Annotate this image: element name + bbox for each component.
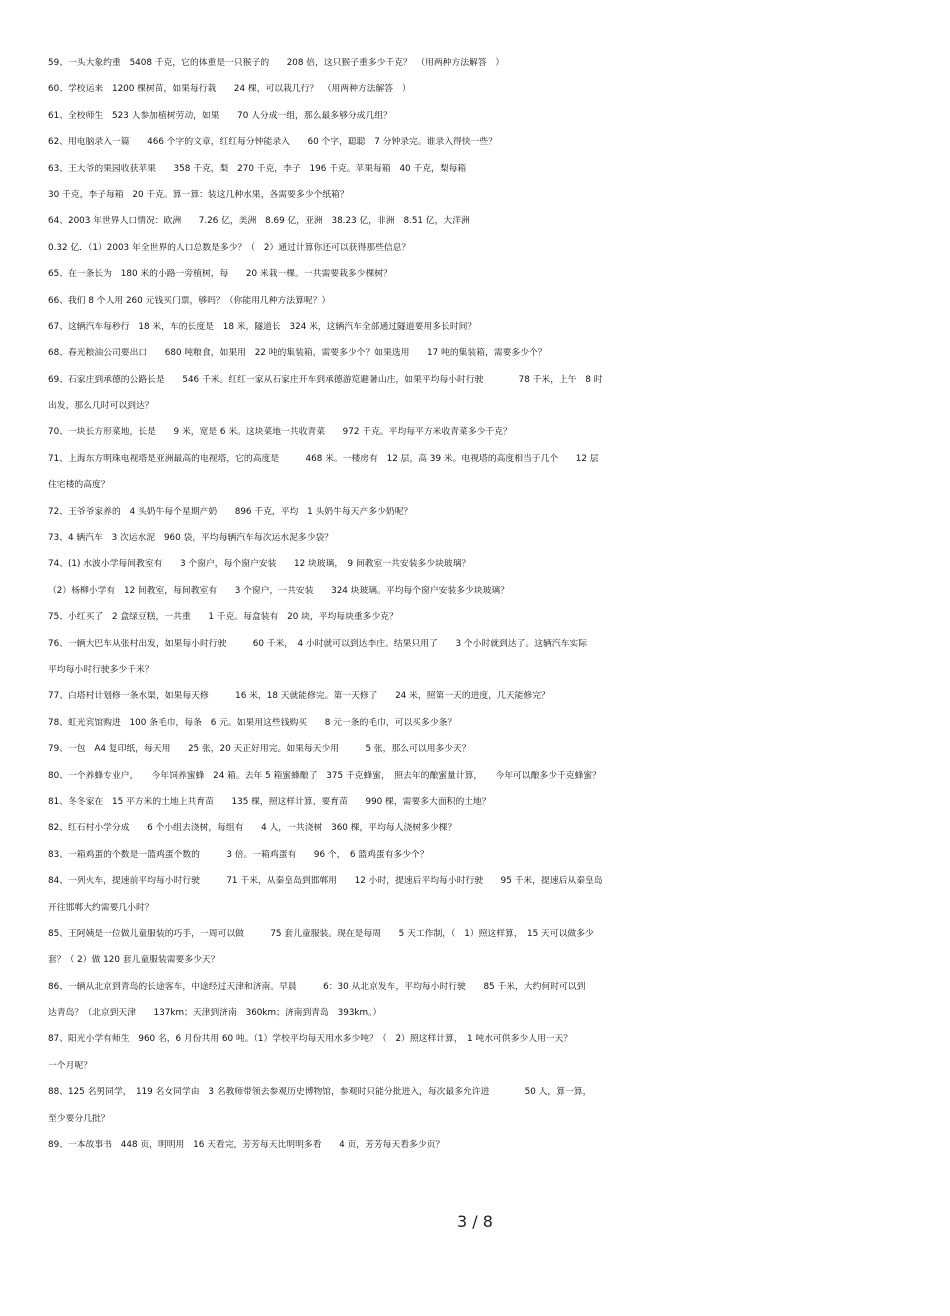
text-line: 80、一个养蜂专业户， 今年饲养蜜蜂 24 箱。去年 5 箱蜜蜂酿了 375 千克蜂蜜， 照去年的酿蜜量计算， 今年可以酿多少千克蜂蜜？ bbox=[48, 770, 601, 781]
text-line: 至少要分几批？ bbox=[48, 1113, 110, 1124]
text-line: 平均每小时行驶多少千米？ bbox=[48, 664, 154, 675]
text-line: 86、一辆从北京到青岛的长途客车，中途经过天津和济南。早晨 6：30 从北京发车，平均每小时行驶 85 千米，大约何时可以到 bbox=[48, 981, 586, 992]
text-line: 69、石家庄到承德的公路长是 546 千米。红红一家从石家庄开车到承德游览避暑山庄，如果平均每小时行驶 78 千米，上午 8 时 bbox=[48, 374, 603, 385]
text-line: 78、虹光宾馆购进 100 条毛巾，每条 6 元。如果用这些钱购买 8 元一条的毛巾，可以买多少条？ bbox=[48, 717, 457, 728]
text-line: 85、王阿姨是一位做儿童服装的巧手，一周可以做 75 套儿童服装。现在是每周 5 天工作制，（ 1）照这样算， 15 天可以做多少 bbox=[48, 928, 594, 939]
text-line: 60、学校运来 1200 棵树苗，如果每行栽 24 棵，可以栽几行？ （用两种方法解答 ） bbox=[48, 84, 411, 95]
problem-list bbox=[48, 50, 908, 1158]
text-line: 70、一块长方形菜地，长是 9 米，宽是 6 米。这块菜地一共收青菜 972 千克。平均每平方米收青菜多少千克？ bbox=[48, 427, 512, 438]
text-line: 74、(1) 水波小学每间教室有 3 个窗户，每个窗户安装 12 块玻璃， 9 间教室一共安装多少块玻璃？ bbox=[48, 559, 471, 570]
text-line: 一个月呢？ bbox=[48, 1060, 92, 1071]
text-line: 开往邯郸大约需要几小时？ bbox=[48, 902, 154, 913]
text-line: 75、小红买了 2 盒绿豆糕，一共重 1 千克。每盒装有 20 块，平均每块重多少克？ bbox=[48, 612, 398, 623]
text-line: 出发，那么几时可以到达？ bbox=[48, 401, 154, 412]
text-line: 住宅楼的高度？ bbox=[48, 480, 110, 491]
text-line: 71、上海东方明珠电视塔是亚洲最高的电视塔，它的高度是 468 米。一楼房有 12 层，高 39 米。电视塔的高度相当于几个 12 层 bbox=[48, 453, 599, 464]
text-line: 84、一列火车，提速前平均每小时行驶 71 千米，从秦皇岛到邯郸用 12 小时，提速后平均每小时行驶 95 千米，提速后从秦皇岛 bbox=[48, 876, 603, 887]
text-line: 81、冬冬家在 15 平方米的土地上共育苗 135 棵，照这样计算，要育苗 990 棵，需要多大面积的土地？ bbox=[48, 796, 491, 807]
text-line: 88、125 名男同学， 119 名女同学由 3 名教师带领去参观历史博物馆，参观时只能分批进入，每次最多允许进 50 人，算一算， bbox=[48, 1087, 592, 1098]
text-line: 61、全校师生 523 人参加植树劳动，如果 70 人分成一组，那么最多够分成几组？ bbox=[48, 110, 392, 121]
text-line: 82、红石村小学分成 6 个小组去浇树，每组有 4 人，一共浇树 360 棵，平均每人浇树多少棵？ bbox=[48, 823, 457, 834]
text-line: （2）杨柳小学有 12 间教室，每间教室有 3 个窗户，一共安装 324 块玻璃。平均每个窗户安装多少块玻璃？ bbox=[48, 585, 510, 596]
text-line: 79、一包 A4 复印纸，每天用 25 张，20 天正好用完。如果每天少用 5 张，那么可以用多少天？ bbox=[48, 744, 471, 755]
text-line: 72、王爷爷家养的 4 头奶牛每个星期产奶 896 千克，平均 1 头奶牛每天产多少奶呢？ bbox=[48, 506, 413, 517]
text-line: 套？（ 2）做 120 套儿童服装需要多少天？ bbox=[48, 955, 220, 966]
text-line: 73、4 辆汽车 3 次运水泥 960 袋，平均每辆汽车每次运水泥多少袋？ bbox=[48, 533, 334, 544]
text-line: 89、一本故事书 448 页，明明用 16 天看完，芳芳每天比明明多看 4 页，芳芳每天看多少页？ bbox=[48, 1140, 445, 1151]
text-line: 76、一辆大巴车从张村出发，如果每小时行驶 60 千米， 4 小时就可以到达李庄。结果只用了 3 个小时就到达了。这辆汽车实际 bbox=[48, 638, 587, 649]
text-line: 59、一头大象约重 5408 千克，它的体重是一只猴子的 208 倍，这只猴子重多少千克？ （用两种方法解答 ） bbox=[48, 58, 505, 68]
page-number: 3 / 8 bbox=[457, 1212, 493, 1231]
text-line: 66、我们 8 个人用 260 元钱买门票，够吗？（你能用几种方法算呢？） bbox=[48, 295, 331, 306]
text-line: 77、白塔村计划修一条水渠，如果每天修 16 米，18 天就能修完。第一天修了 24 米，照第一天的进度，几天能修完？ bbox=[48, 691, 550, 702]
text-line: 0.32 亿．（1）2003 年全世界的人口总数是多少？（ 2）通过计算你还可以获得那些信息？ bbox=[48, 242, 411, 253]
text-line: 30 千克，李子每箱 20 千克。算一算：装这几种水果，各需要多少个纸箱？ bbox=[48, 189, 349, 200]
text-line: 83、一箱鸡蛋的个数是一篮鸡蛋个数的 3 倍。一箱鸡蛋有 96 个， 6 篮鸡蛋有多少个？ bbox=[48, 849, 429, 860]
text-line: 68、春光粮油公司要出口 680 吨粮食，如果用 22 吨的集装箱，需要多少个？如果选用 17 吨的集装箱，需要多少个？ bbox=[48, 348, 547, 359]
text-line: 64、2003 年世界人口情况：欧洲 7.26 亿，美洲 8.69 亿，亚洲 38.23 亿，非洲 8.51 亿，大洋洲 bbox=[48, 216, 470, 227]
text-line: 87、阳光小学有师生 960 名，6 月份共用 60 吨。（1）学校平均每天用水多少吨？（ 2）照这样计算， 1 吨水可供多少人用一天？ bbox=[48, 1034, 573, 1045]
text-line: 67、这辆汽车每秒行 18 米，车的长度是 18 米，隧道长 324 米，这辆汽车全部通过隧道要用多长时间？ bbox=[48, 321, 477, 332]
text-line: 63、王大爷的果园收获苹果 358 千克，梨 270 千克，李子 196 千克。苹果每箱 40 千克，梨每箱 bbox=[48, 163, 467, 174]
text-line: 62、用电脑录入一篇 466 个字的文章，红红每分钟能录入 60 个字，聪聪 7 分钟录完。谁录入得快一些？ bbox=[48, 137, 498, 148]
text-line: 65、在一条长为 180 米的小路一旁植树，每 20 米栽一棵。一共需要栽多少棵树？ bbox=[48, 269, 392, 280]
text-line: 达青岛？（北京到天津 137km；天津到济南 360km；济南到青岛 393km。） bbox=[48, 1008, 382, 1019]
